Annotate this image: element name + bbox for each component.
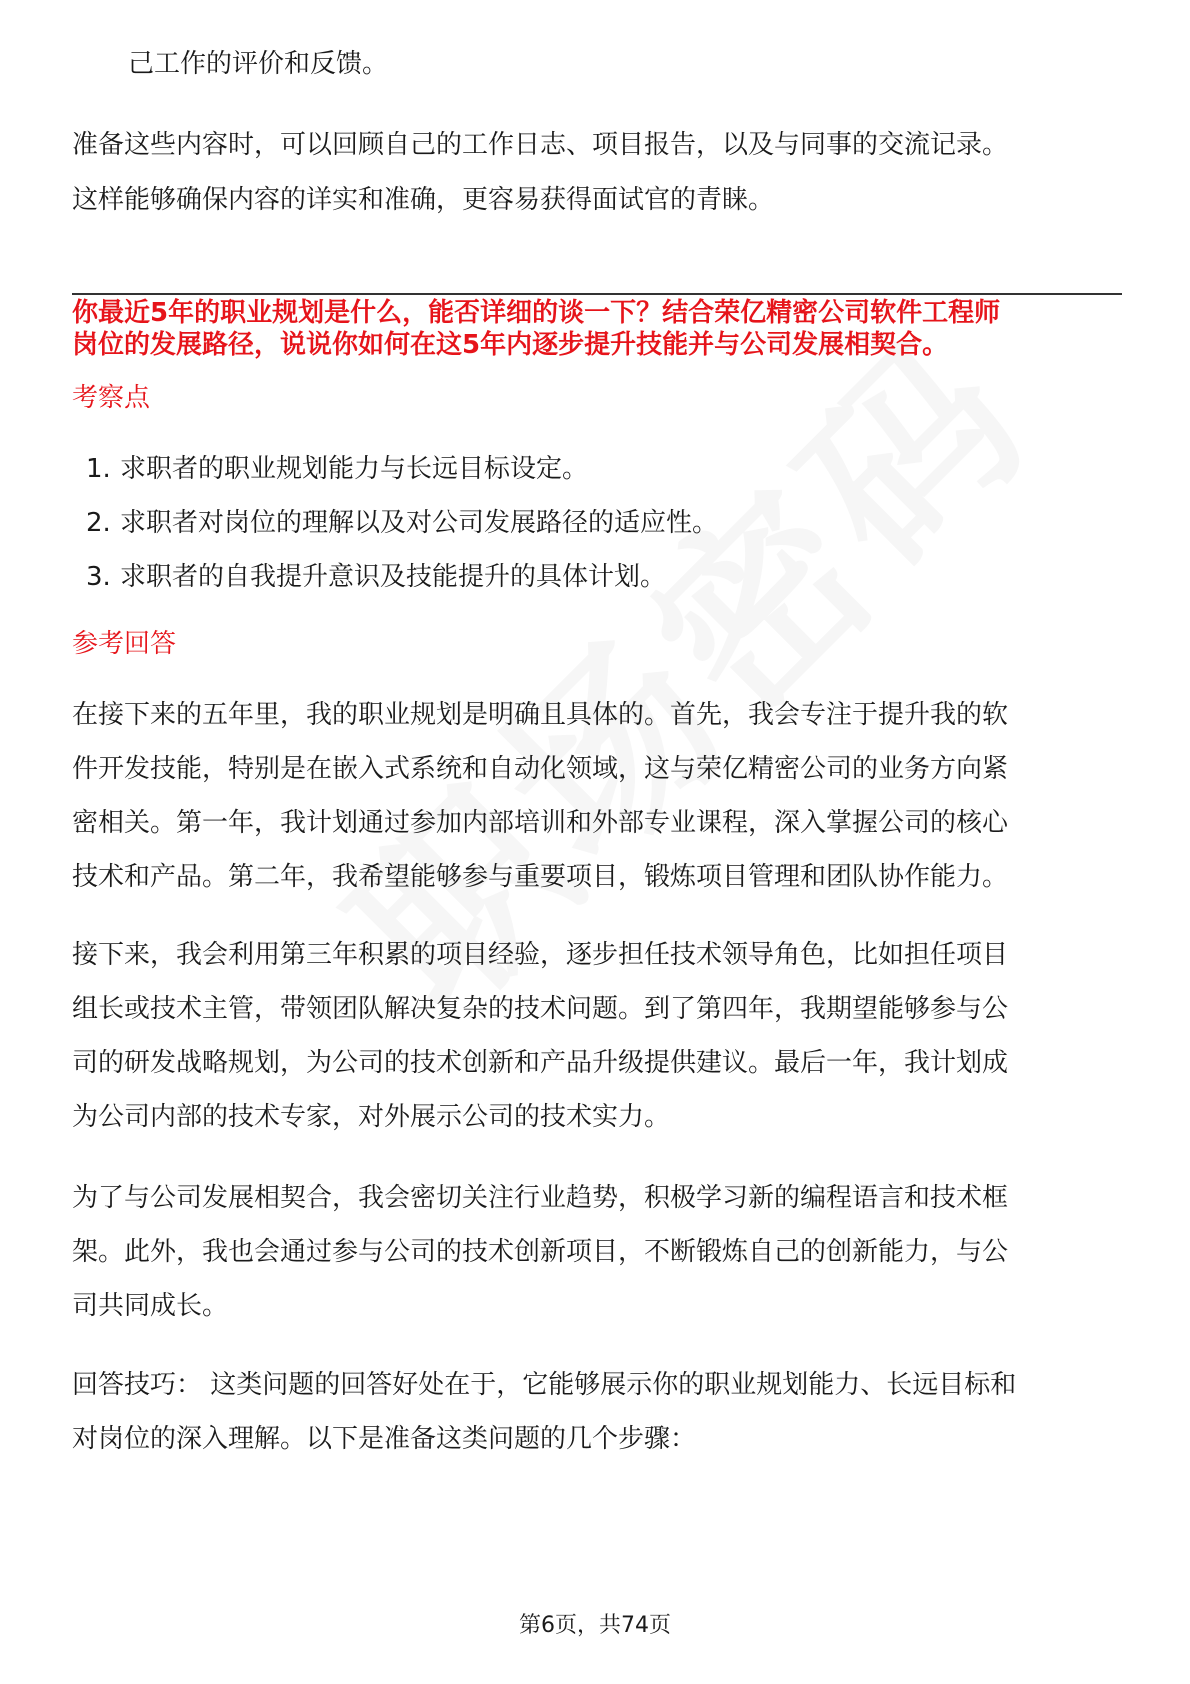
list-item [86, 559, 666, 595]
list-text: 求职者的自我提升意识及技能提升的具体计划。 [120, 562, 667, 592]
answer-paragraph-line: 组长或技术主管，带领团队解决复杂的技术问题。到了第四年，我期望能够参与公 [72, 994, 1009, 1024]
answer-paragraph-line: 司的研发战略规划，为公司的技术创新和产品升级提供建议。最后一年，我计划成 [72, 1048, 1009, 1078]
prep-paragraph-line: 这样能够确保内容的详实和准确，更容易获得面试官的青睐。 [72, 185, 775, 215]
page-number: 第6页，共74页 [519, 1613, 671, 1638]
intro-line: 己工作的评价和反馈。 [128, 49, 389, 79]
answer-paragraph-line: 密相关。第一年，我计划通过参加内部培训和外部专业课程，深入掌握公司的核心 [72, 808, 1009, 838]
answer-paragraph-line: 对岗位的深入理解。以下是准备这类问题的几个步骤： [72, 1424, 697, 1454]
answer-paragraph-line: 架。此外，我也会通过参与公司的技术创新项目，不断锻炼自己的创新能力，与公 [72, 1237, 1009, 1267]
answer-paragraph-line: 为了与公司发展相契合，我会密切关注行业趋势，积极学习新的编程语言和技术框 [72, 1183, 1009, 1213]
list-number: 1. [86, 454, 111, 484]
answer-paragraph-line: 接下来，我会利用第三年积累的项目经验，逐步担任技术领导角色，比如担任项目 [72, 940, 1009, 970]
answer-paragraph-line: 为公司内部的技术专家，对外展示公司的技术实力。 [72, 1102, 671, 1132]
list-item [86, 451, 588, 487]
list-text: 求职者的职业规划能力与长远目标设定。 [120, 454, 589, 484]
list-text: 求职者对岗位的理解以及对公司发展路径的适应性。 [120, 508, 719, 538]
list-number: 2. [86, 508, 111, 538]
answer-paragraph-line: 司共同成长。 [72, 1291, 229, 1321]
answer-paragraph-line: 技术和产品。第二年，我希望能够参与重要项目，锻炼项目管理和团队协作能力。 [72, 862, 1009, 892]
answer-paragraph-line: 在接下来的五年里，我的职业规划是明确且具体的。首先，我会专注于提升我的软 [72, 700, 1009, 730]
list-number: 3. [86, 562, 111, 592]
answer-paragraph-line: 件开发技能，特别是在嵌入式系统和自动化领域，这与荣亿精密公司的业务方向紧 [72, 754, 1009, 784]
question-line: 你最近5年的职业规划是什么，能否详细的谈一下？结合荣亿精密公司软件工程师 [72, 298, 1001, 328]
answer-paragraph-line: 回答技巧： 这类问题的回答好处在于，它能够展示你的职业规划能力、长远目标和 [72, 1370, 1017, 1400]
answer-title: 参考回答 [72, 629, 177, 659]
list-item [86, 505, 718, 541]
question-line: 岗位的发展路径，说说你如何在这5年内逐步提升技能并与公司发展相契合。 [72, 330, 949, 360]
inspection-title: 考察点 [72, 383, 151, 413]
prep-paragraph-line: 准备这些内容时，可以回顾自己的工作日志、项目报告，以及与同事的交流记录。 [72, 130, 1009, 160]
